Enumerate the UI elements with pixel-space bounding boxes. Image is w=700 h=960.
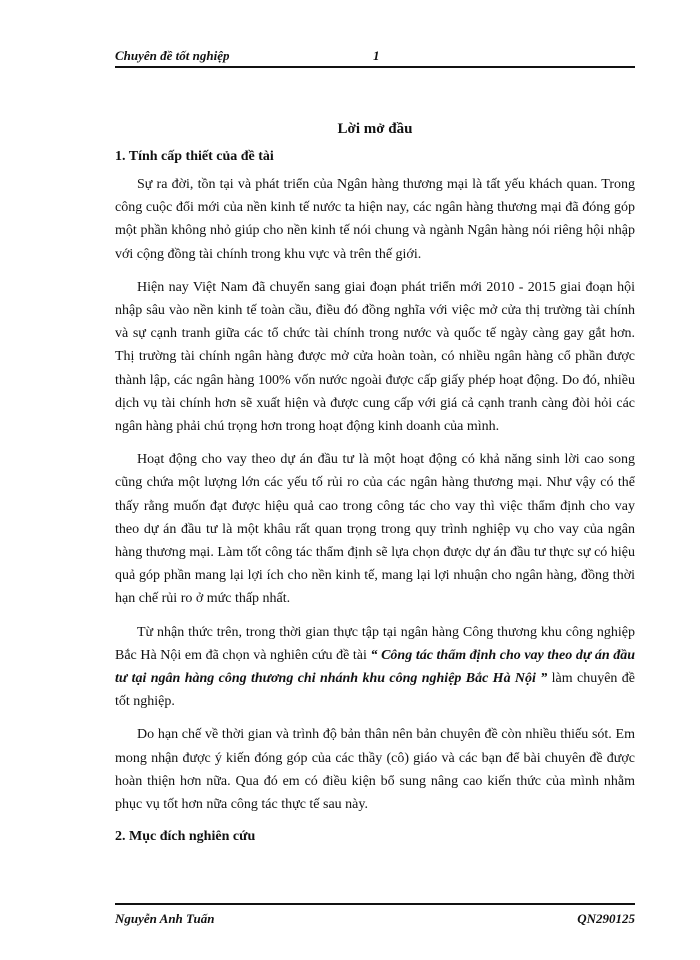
page-footer [115, 903, 635, 925]
paragraph-4 [115, 621, 635, 714]
thesis-topic: “ Công tác thẩm định cho vay theo dự án đầu tư tại ngân hàng công thương chi nhánh khu công nghiệp Bắc Hà Nội ” [115, 647, 635, 687]
section-heading-1: 1. Tính cấp thiết của đề tài [115, 149, 274, 164]
paragraph-4-end: làm chuyên đề tốt nghiệp. [115, 671, 635, 710]
paragraph-3: Hoạt động cho vay theo dự án đầu tư là một hoạt động có khả năng sinh lời cao song cũng chứa một lượng lớn các yếu tố rủi ro của các ngân hàng thương mại. Như vậy có thể thấy rằng muốn đạt được hiệu quả cao trong công tác cho vay thì việc thẩm định cho vay theo dự án đầu tư là một khâu rất quan trọng trong quy trình nghiệp vụ cho vay của ngân hàng thương mại. Làm tốt công tác thẩm định sẽ lựa chọn được dự án đầu tư thực sự có hiệu quả góp phần mang lại lợi ích cho nền kinh tế, mang lại lợi nhuận cho ngân hàng, đồng thời hạn chế rủi ro ở mức thấp nhất. [115, 452, 635, 607]
paragraph-1: Sự ra đời, tồn tại và phát triển của Ngân hàng thương mại là tất yếu khách quan. Trong công cuộc đổi mới của nền kinh tế nước ta hiện nay, các ngân hàng thương mại đã đóng góp một phần không nhỏ giúp cho nền kinh tế nói chung và ngành Ngân hàng nói riêng hội nhập với cộng đồng tài chính trong khu vực và trên thế giới. [115, 177, 635, 262]
paragraph-2: Hiện nay Việt Nam đã chuyển sang giai đoạn phát triển mới 2010 - 2015 giai đoạn hội nhập sâu vào nền kinh tế toàn cầu, điều đó đồng nghĩa với việc mở cửa thị trường tài chính và sự cạnh tranh giữa các tổ chức tài chính trong nước và quốc tế ngày càng gay gắt hơn. Thị trường tài chính ngân hàng được mở cửa hoàn toàn, có nhiều ngân hàng cổ phần được thành lập, các ngân hàng 100% vốn nước ngoài được cấp giấy phép hoạt động. Do đó, nhiều dịch vụ tài chính hơn sẽ xuất hiện và được cung cấp với giá cả cạnh tranh càng đòi hỏi các ngân hàng phải chú trọng hơn trong hoạt động kinh doanh của mình. [115, 279, 635, 435]
page-header [115, 48, 635, 68]
student-code: QN290125 [577, 911, 635, 926]
author-name: Nguyễn Anh Tuấn [115, 911, 215, 926]
document-body [115, 118, 635, 853]
section-heading-2: 2. Mục đích nghiên cứu [115, 829, 256, 845]
document-title: Lời mở đầu [337, 121, 413, 137]
paragraph-5: Do hạn chế về thời gian và trình độ bản thân nên bản chuyên đề còn nhiều thiếu sót. Em mong nhận được ý kiến đóng góp của các thầy (cô) giáo và các bạn để bài chuyên đề được hoàn thiện hơn nữa. Qua đó em có điều kiện bổ sung nâng cao kiến thức của mình nhằm phục vụ tốt hơn nữa công tác thực tế sau này. [115, 727, 635, 813]
header-title: Chuyên đề tốt nghiệp [115, 48, 230, 63]
paragraph-4-intro: Từ nhận thức trên, trong thời gian thực tập tại ngân hàng Công thương khu công nghiệp Bắc Hà Nội em đã chọn và nghiên cứu đề tài [115, 624, 635, 663]
page-number: 1 [373, 48, 380, 63]
